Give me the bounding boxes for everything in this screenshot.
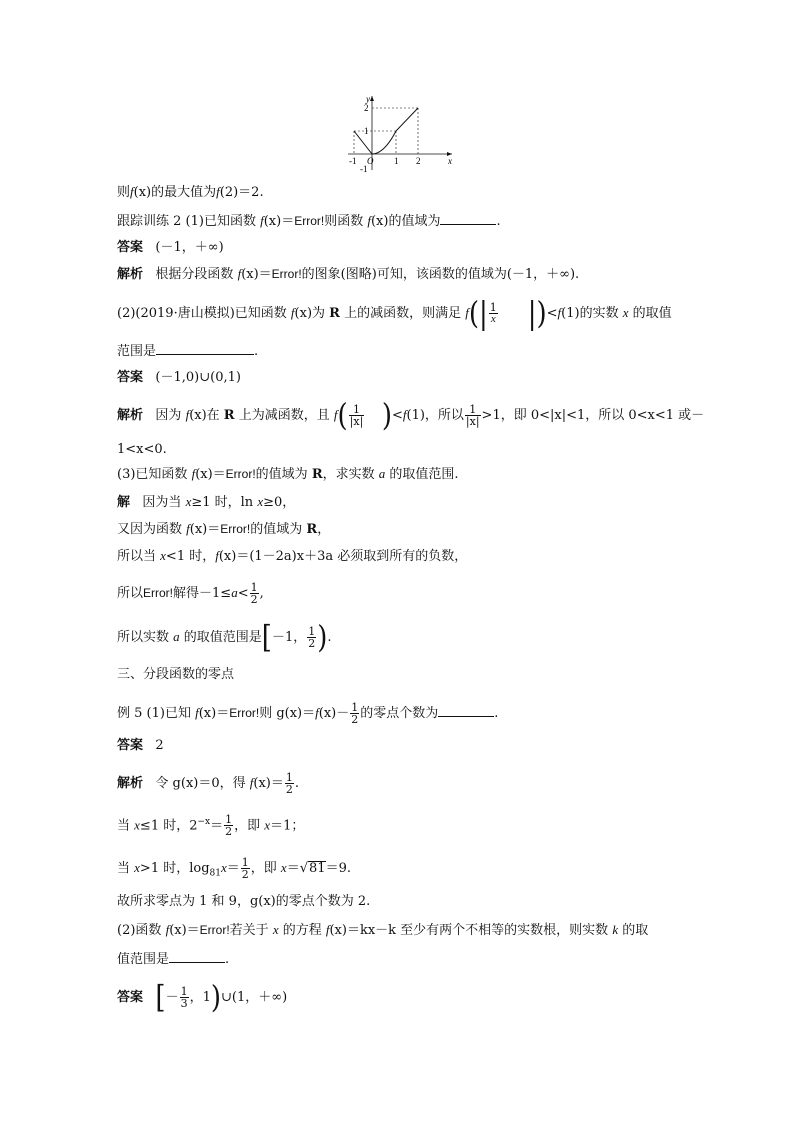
solution-line: 所以Error!解得－1≤a< $\frac{1}{2}$ , xyxy=(117,581,264,606)
exercise-2-3: (3)已知函数 f(x)＝Error!的值域为 R，求实数 a 的取值范围. xyxy=(117,466,459,482)
example-5-1: 例 5 (1)已知 f(x)＝Error!则 g(x)＝f(x)－ $\frac{1}{2}$ 的零点个数为 . xyxy=(117,701,499,726)
tick-x-2: 2 xyxy=(416,156,421,166)
exercise-2-2: (2)(2019·唐山模拟)已知函数 f(x)为 R 上的减函数，则满足 f(| $\frac{1}{x}$ |)<f(1)的实数 x 的取值 xyxy=(117,295,672,332)
y-axis-arrow xyxy=(370,96,374,101)
origin-label: O xyxy=(367,156,374,166)
function-curve-line xyxy=(396,108,418,131)
solution-line: 所以当 x<1 时，f(x)＝(1－2a)x＋3a 必须取到所有的负数， xyxy=(117,548,468,564)
function-curve xyxy=(354,131,372,154)
axis-label-y: y xyxy=(366,94,370,104)
tick-y-2: 2 xyxy=(364,103,369,113)
function-curve-parabola xyxy=(372,131,396,154)
function-graph xyxy=(340,92,460,174)
answer-blank[interactable] xyxy=(440,212,496,225)
answer-line: 答案 2 xyxy=(117,738,164,753)
tick-y-1: 1 xyxy=(364,126,369,136)
analysis-conclusion: 故所求零点为 1 和 9，g(x)的零点个数为 2. xyxy=(117,894,371,909)
answer-line: 答案 (－1，＋∞) xyxy=(117,240,224,255)
example-5-2-cont: 值范围是 . xyxy=(117,952,230,967)
solution-line: 解 因为当 x≥1 时，ln x≥0， xyxy=(117,494,296,510)
axis-label-x: x xyxy=(448,156,452,166)
example-5-2: (2)函数 f(x)＝Error!若关于 x 的方程 f(x)＝kx－k 至少有两个不相等的实数根，则实数 k 的取 xyxy=(117,922,649,938)
solution-conclusion: 所以实数 a 的取值范围是[－1， $\frac{1}{2}$ ). xyxy=(117,619,332,656)
exercise-2-2-cont: 范围是 . xyxy=(117,344,259,359)
section-heading: 三、分段函数的零点 xyxy=(117,667,235,682)
answer-blank[interactable] xyxy=(156,342,254,355)
analysis-line: 解析 根据分段函数 f(x)＝Error!的图象(图略)可知，该函数的值域为(－1，＋∞). xyxy=(117,266,580,282)
answer-blank[interactable] xyxy=(438,704,494,717)
analysis-line: 解析 令 g(x)＝0，得 f(x)＝ $\frac{1}{2}$ . xyxy=(117,771,300,796)
solution-line: 又因为函数 f(x)＝Error!的值域为 R， xyxy=(117,521,331,537)
exercise-2-1: 跟踪训练 2 (1)已知函数 f(x)＝Error!则函数 f(x)的值域为 . xyxy=(117,213,501,229)
max-value-line: 则f(x)的最大值为f(2)＝2. xyxy=(117,184,264,200)
analysis-line: 解析 因为 f(x)在 R 上为减函数，且 f( $\frac{1}{|x|}$ )<f(1)，所以 $\frac{1}{|x|}$ >1，即 0<|x|<1，所以 0<x<1 或－ xyxy=(117,397,705,434)
tick-x-1: 1 xyxy=(394,156,399,166)
answer-blank[interactable] xyxy=(169,950,225,963)
analysis-cont: 1<x<0. xyxy=(117,442,167,457)
answer-line: 答案 (－1,0)∪(0,1) xyxy=(117,370,241,385)
analysis-line: 当 x>1 时，$\log_{81}x=$ $\frac{1}{2}$ ，即 x＝√81＝9. xyxy=(117,856,351,881)
tick-y-neg1: -1 xyxy=(360,164,368,174)
tick-x-neg1: -1 xyxy=(349,156,357,166)
answer-line: 答案 [－ $\frac{1}{3}$ ，1)∪(1，＋∞) xyxy=(117,979,288,1016)
analysis-line: 当 x≤1 时，$2^{-x}=$ $\frac{1}{2}$ ，即 x＝1； xyxy=(117,813,305,839)
